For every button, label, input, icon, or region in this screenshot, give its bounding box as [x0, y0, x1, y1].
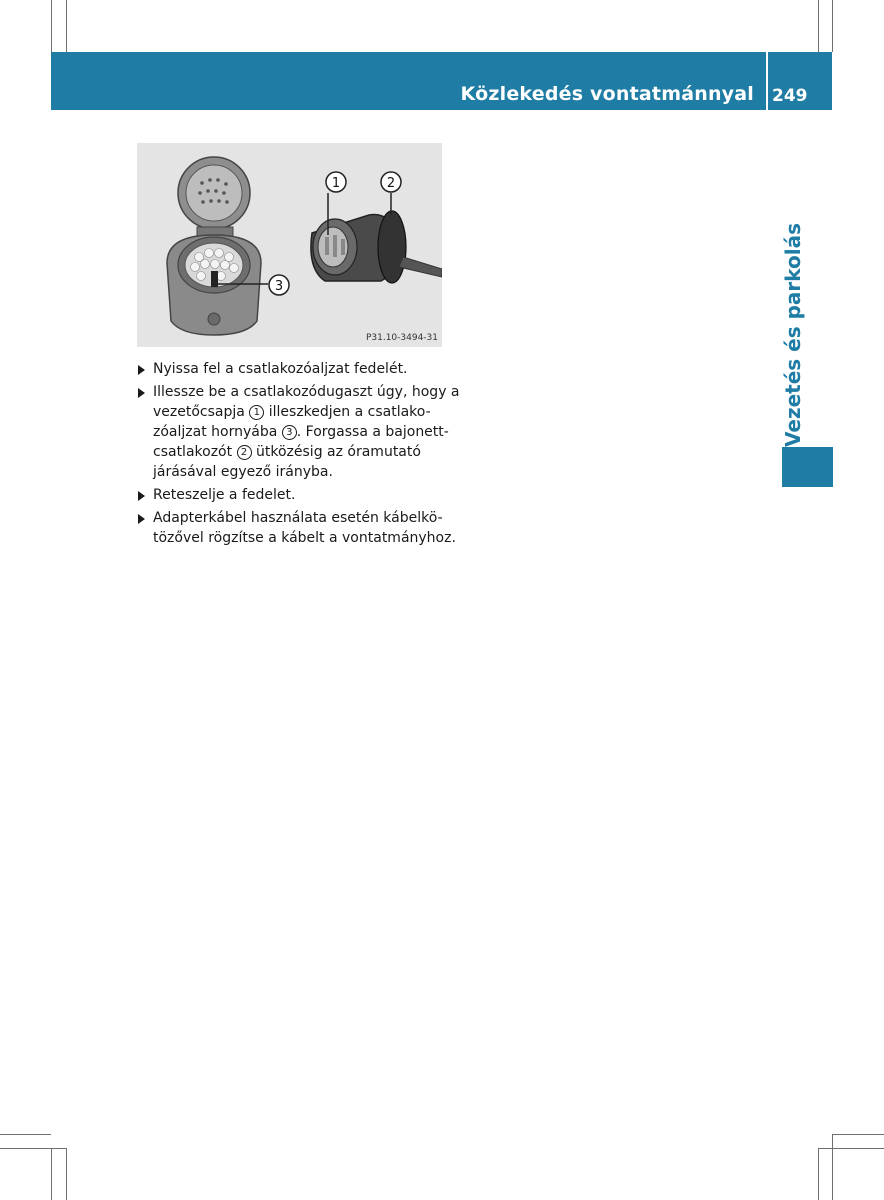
- callout-ref: 1: [249, 405, 264, 420]
- callout-ref: 2: [237, 445, 252, 460]
- step-line: tözővel rögzítse a kábelt a vontatmányhoz.: [153, 530, 456, 546]
- callout-3-label: 3: [274, 279, 284, 294]
- step-arrow-icon: [138, 514, 145, 524]
- crop-mark: [818, 0, 819, 52]
- step-arrow-icon: [138, 491, 145, 501]
- crop-mark: [818, 1148, 884, 1149]
- page-number: 249: [772, 86, 808, 106]
- chapter-tab-label: Vezetés és parkolás: [781, 222, 805, 448]
- crop-mark: [51, 0, 52, 52]
- step-line: vezetőcsapja 1 illeszkedjen a csatlako-: [153, 404, 431, 420]
- crop-mark: [51, 1148, 52, 1200]
- step-line: Adapterkábel használata esetén kábelkö-: [153, 510, 443, 526]
- step-item: [138, 359, 448, 379]
- step-item: [138, 485, 448, 505]
- crop-mark: [0, 1134, 51, 1135]
- crop-mark: [818, 1148, 819, 1200]
- step-item: [138, 508, 456, 548]
- callout-1: [326, 172, 346, 192]
- callout-1-label: 1: [331, 176, 341, 191]
- crop-mark: [0, 1148, 66, 1149]
- crop-mark: [66, 0, 67, 52]
- step-line: Illessze be a csatlakozódugaszt úgy, hogy a: [153, 384, 460, 400]
- page-number-box: [768, 52, 832, 110]
- step-arrow-icon: [138, 365, 145, 375]
- step-line: csatlakozót 2 ütközésig az óramutató: [153, 444, 421, 460]
- socket-plug-drawing: [137, 143, 442, 347]
- callout-3: [269, 275, 289, 295]
- step-line: zóaljzat hornyába 3 . Forgassa a bajonett-: [153, 424, 449, 440]
- crop-mark: [832, 0, 833, 52]
- trailer-socket-illustration: [137, 143, 442, 347]
- instruction-steps: [138, 359, 460, 551]
- section-title: Közlekedés vontatmánnyal: [460, 83, 754, 105]
- crop-mark: [832, 1134, 833, 1200]
- chapter-tab-marker: [782, 447, 833, 487]
- crop-mark: [66, 1148, 67, 1200]
- step-line: Reteszelje a fedelet.: [153, 487, 296, 503]
- callout-2-label: 2: [386, 176, 396, 191]
- step-arrow-icon: [138, 388, 145, 398]
- step-item: [138, 382, 460, 482]
- callout-2: [381, 172, 401, 192]
- callout-ref: 3: [282, 425, 297, 440]
- chapter-tab: [771, 222, 815, 448]
- step-line: járásával egyező irányba.: [153, 464, 333, 480]
- step-line: Nyissa fel a csatlakozóaljzat fedelét.: [153, 361, 408, 377]
- section-header: [51, 52, 766, 110]
- crop-mark: [832, 1134, 884, 1135]
- figure-code: P31.10-3494-31: [365, 333, 438, 343]
